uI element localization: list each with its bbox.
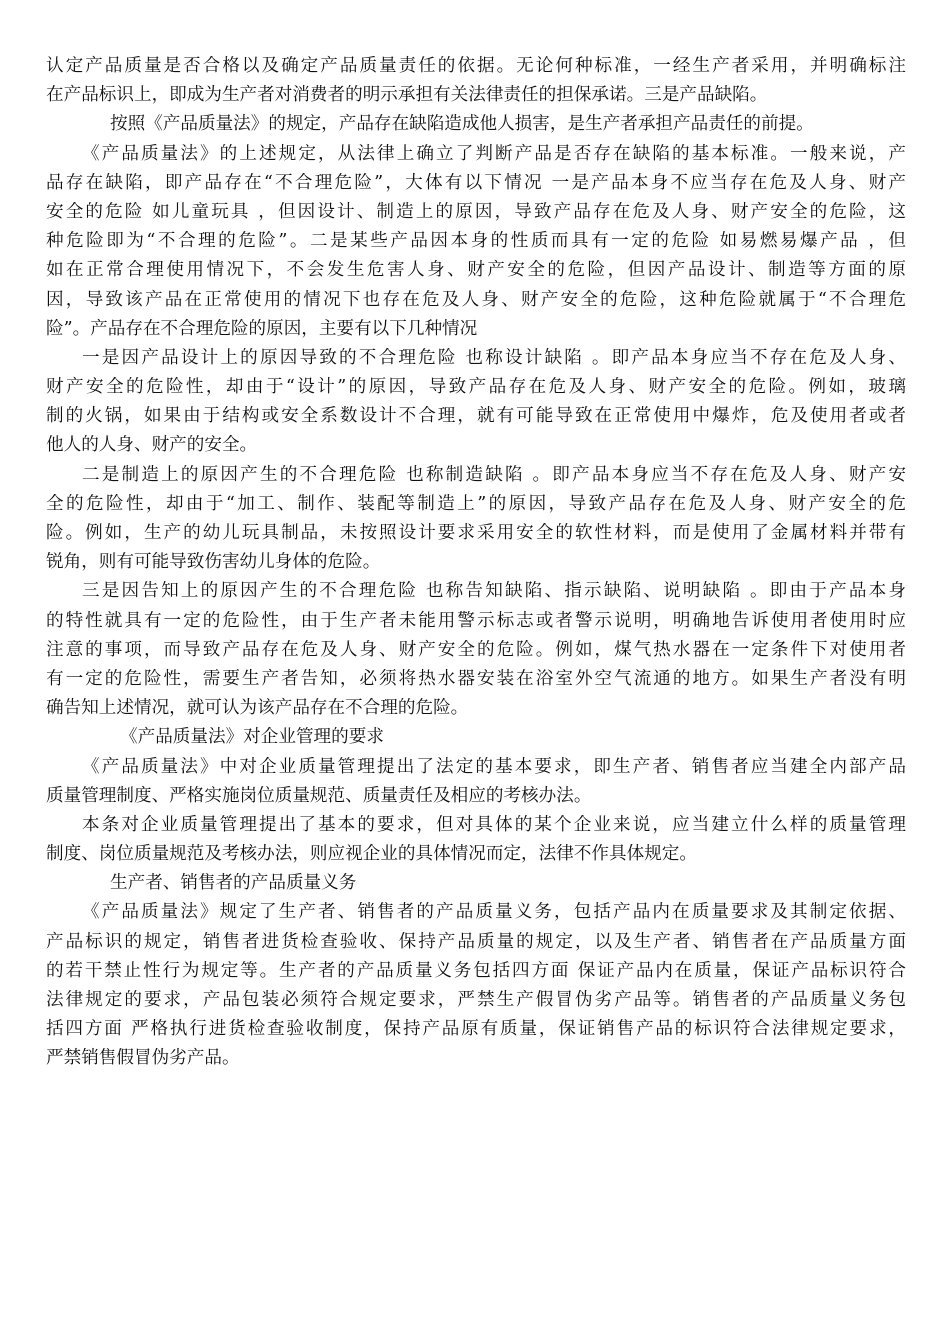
text-line: 注意的事项，而导致产品存在危及人身、财产安全的危险。例如，煤气热水器在一定条件下对使用者: [46, 639, 906, 660]
text-line: 险。例如，生产的幼儿玩具制品，未按照设计要求采用安全的软性材料，而是使用了金属材料并带有: [46, 523, 906, 543]
text-line: 《产品质量法》中对企业质量管理提出了法定的基本要求，即生产者、销售者应当建全内部产品: [82, 756, 906, 777]
text-line: 因，导致该产品在正常使用的情况下也存在危及人身、财产安全的危险，这种危险就属于“不合理危: [46, 289, 906, 310]
section-heading: 生产者、销售者的产品质量义务: [110, 873, 357, 894]
text-line: 产品标识的规定，销售者进货检查验收、保持产品质量的规定，以及生产者、销售者在产品质量方面: [46, 931, 906, 952]
text-line: 按照《产品质量法》的规定，产品存在缺陷造成他人损害，是生产者承担产品责任的前提。: [110, 114, 814, 135]
text-line: 括四方面 严格执行进货检查验收制度，保持产品原有质量，保证销售产品的标识符合法律规定要求，: [46, 1019, 906, 1040]
document-page: [46, 52, 906, 1074]
text-line: 在产品标识上，即成为生产者对消费者的明示承担有关法律责任的担保承诺。三是产品缺陷。: [46, 85, 768, 106]
text-line: 本条对企业质量管理提出了基本的要求，但对具体的某个企业来说，应当建立什么样的质量管理: [82, 814, 906, 835]
text-line: 《产品质量法》的上述规定，从法律上确立了判断产品是否存在缺陷的基本标准。一般来说，产: [82, 143, 906, 164]
text-line: 全的危险性，却由于“加工、制作、装配等制造上”的原因，导致产品存在危及人身、财产安全的危: [46, 493, 906, 514]
text-line: 二是制造上的原因产生的不合理危险 也称制造缺陷 。即产品本身应当不存在危及人身、财产安: [82, 464, 906, 485]
text-line: 有一定的危险性，需要生产者告知，必须将热水器安装在浴室外空气流通的地方。如果生产者没有明: [46, 668, 906, 689]
text-line: 严禁销售假冒伪劣产品。: [46, 1048, 240, 1069]
text-line: 种危险即为“不合理的危险”。二是某些产品因本身的性质而具有一定的危险 如易燃易爆产品 ，但: [46, 231, 906, 252]
text-line: 确告知上述情况，就可认为该产品存在不合理的危险。: [46, 698, 469, 719]
text-line: 险”。产品存在不合理危险的原因，主要有以下几种情况: [46, 318, 478, 339]
text-line: 认定产品质量是否合格以及确定产品质量责任的依据。无论何种标准，一经生产者采用，并明确标注: [46, 56, 906, 76]
text-line: 他人的人身、财产的安全。: [46, 435, 258, 456]
text-line: 品存在缺陷，即产品存在“不合理危险”，大体有以下情况 一是产品本身不应当存在危及人身、财产: [46, 172, 906, 193]
text-line: 制度、岗位质量规范及考核办法，则应视企业的具体情况而定，法律不作具体规定。: [46, 844, 697, 865]
text-line: 的若干禁止性行为规定等。生产者的产品质量义务包括四方面 保证产品内在质量，保证产品标识符合: [46, 960, 906, 981]
text-line: 财产安全的危险性，却由于“设计”的原因，导致产品存在危及人身、财产安全的危险。例如，玻璃: [46, 377, 906, 398]
text-line: 法律规定的要求，产品包装必须符合规定要求，严禁生产假冒伪劣产品等。销售者的产品质量义务包: [46, 990, 906, 1010]
section-heading: 《产品质量法》对企业管理的要求: [120, 727, 384, 748]
text-line: 质量管理制度、严格实施岗位质量规范、质量责任及相应的考核办法。: [46, 785, 592, 806]
text-line: 如在正常合理使用情况下，不会发生危害人身、财产安全的危险，但因产品设计、制造等方面的原: [46, 260, 906, 281]
text-line: 《产品质量法》规定了生产者、销售者的产品质量义务，包括产品内在质量要求及其制定依据、: [82, 902, 906, 923]
text-line: 锐角，则有可能导致伤害幼儿身体的危险。: [46, 552, 381, 573]
text-line: 制的火锅，如果由于结构或安全系数设计不合理，就有可能导致在正常使用中爆炸，危及使用者或者: [46, 406, 906, 427]
text-line: 的特性就具有一定的危险性，由于生产者未能用警示标志或者警示说明，明确地告诉使用者使用时应: [46, 610, 906, 631]
text-line: 一是因产品设计上的原因导致的不合理危险 也称设计缺陷 。即产品本身应当不存在危及人身、: [82, 347, 906, 368]
text-line: 安全的危险 如儿童玩具 ，但因设计、制造上的原因，导致产品存在危及人身、财产安全的危险，这: [46, 201, 906, 222]
text-line: 三是因告知上的原因产生的不合理危险 也称告知缺陷、指示缺陷、说明缺陷 。即由于产品本身: [82, 581, 906, 602]
